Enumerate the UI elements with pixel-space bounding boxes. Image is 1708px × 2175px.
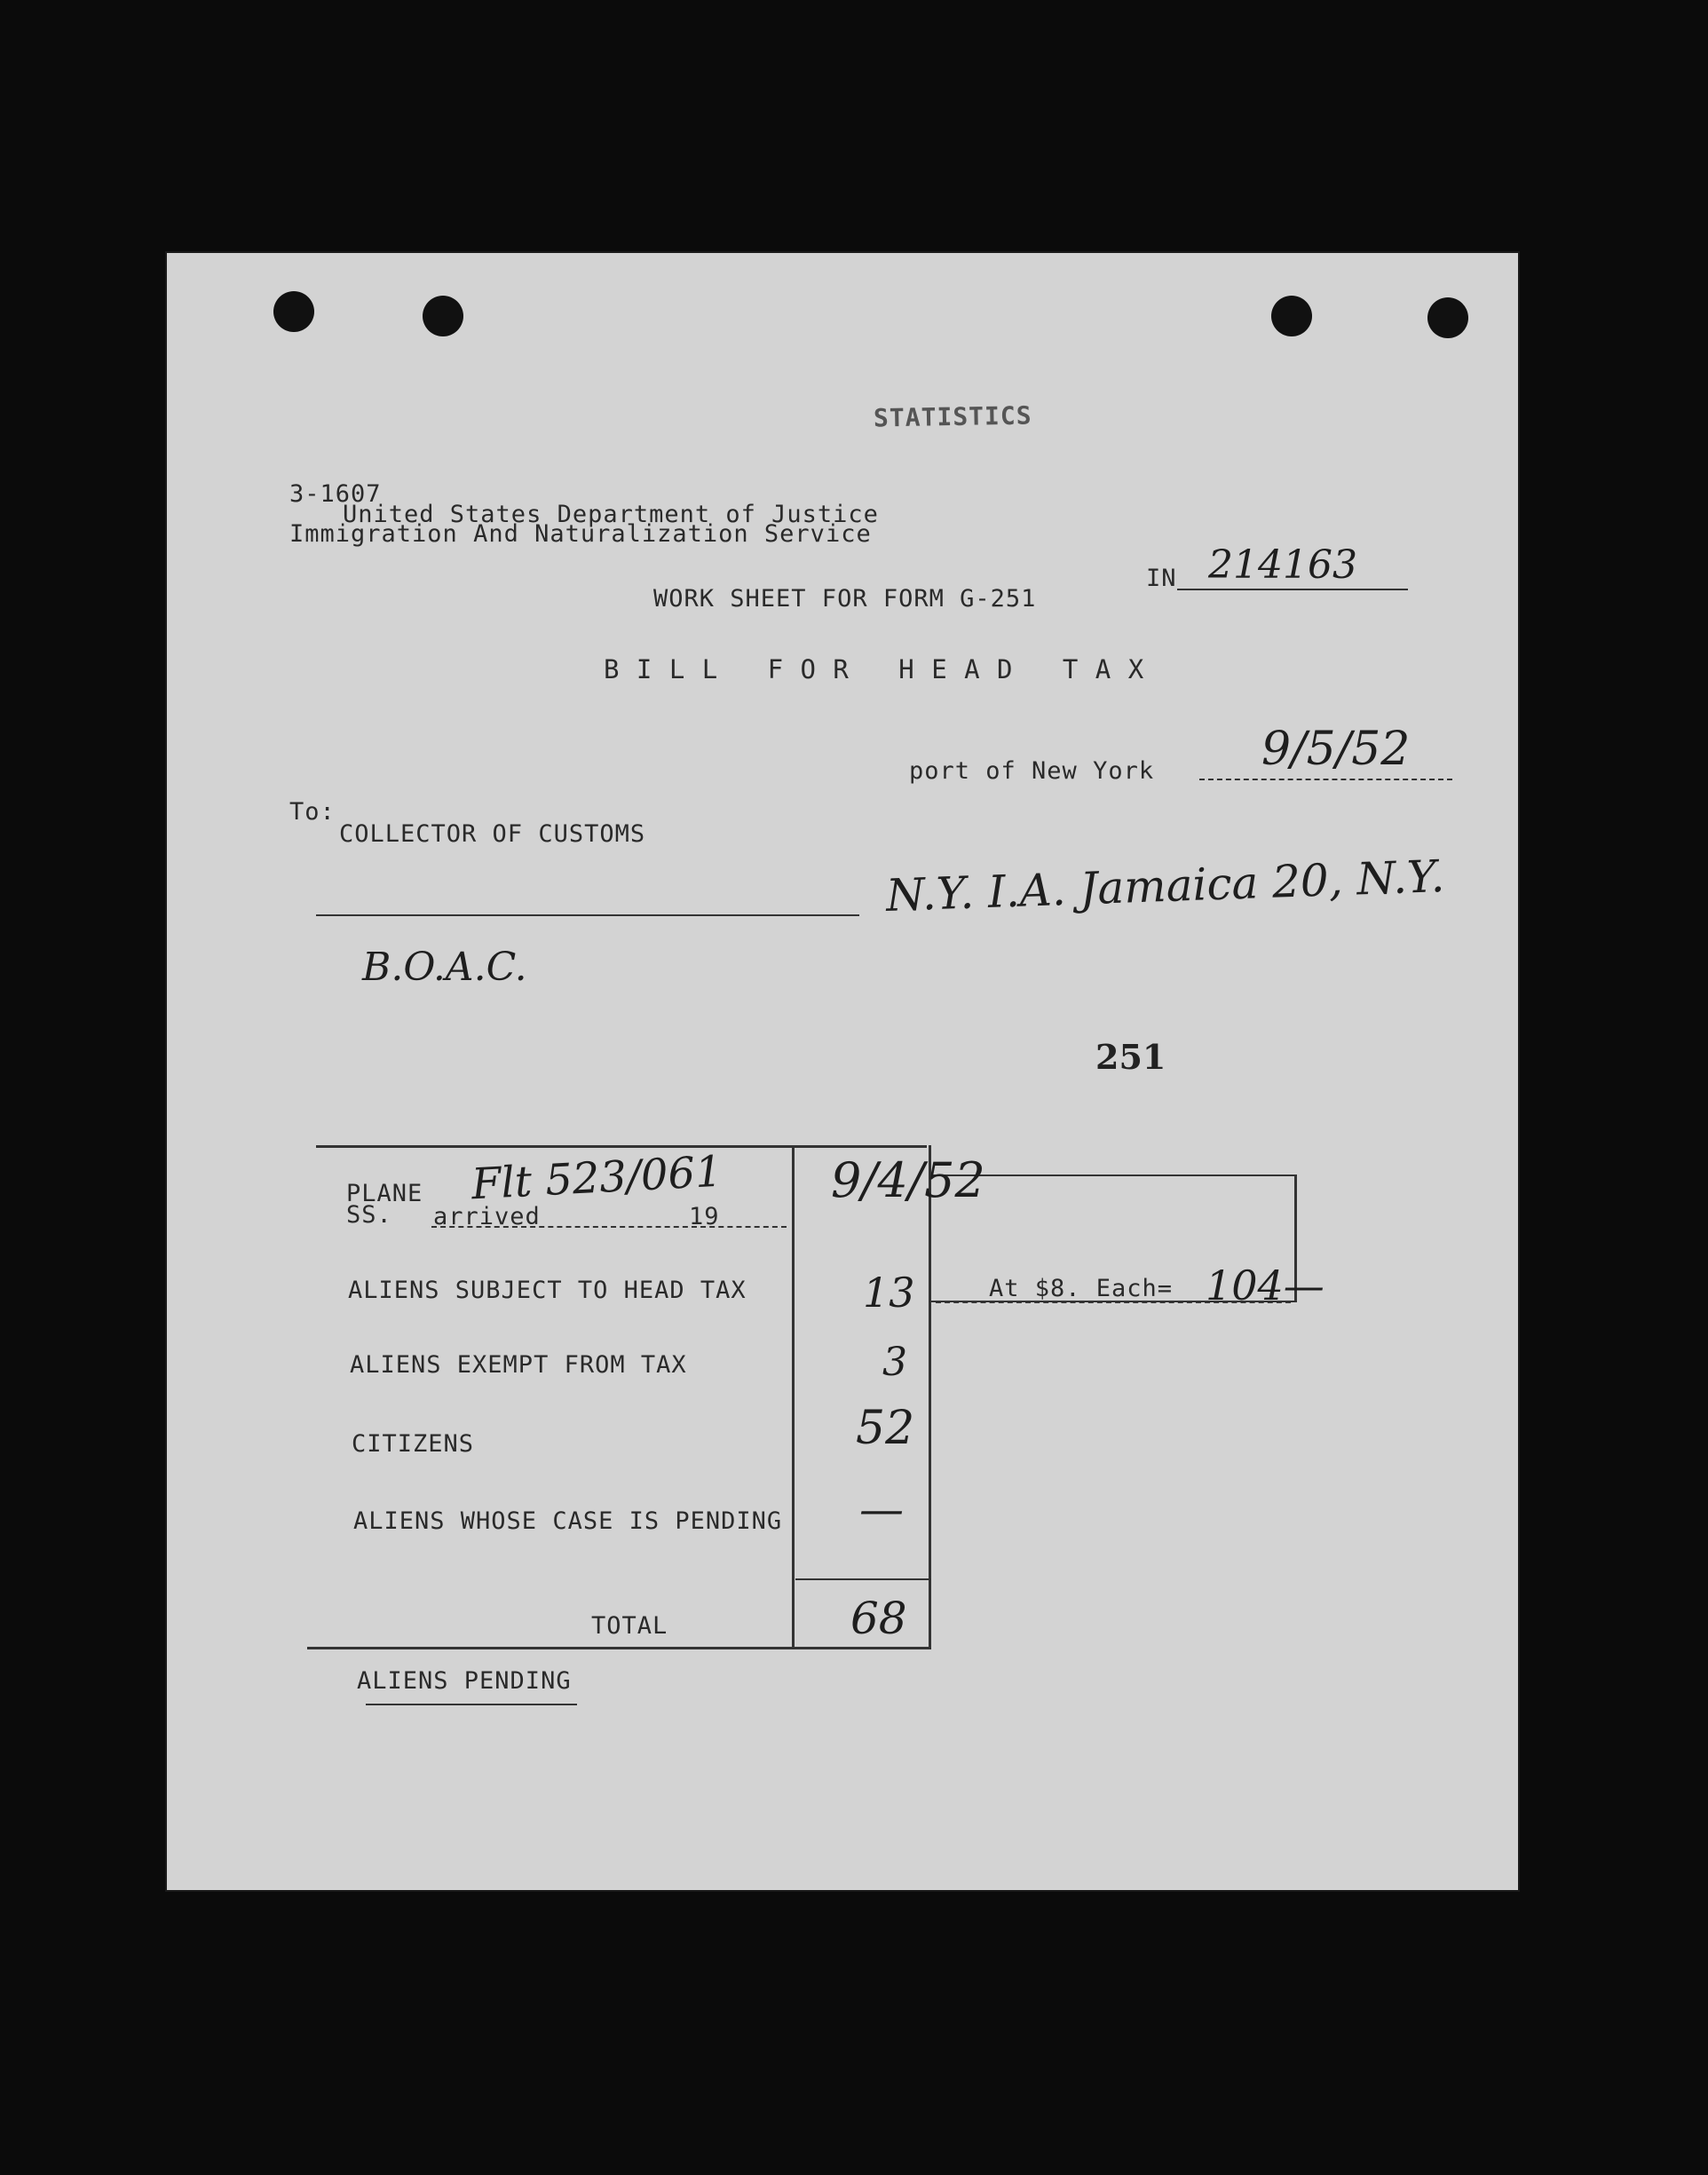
- in-number: 214163: [1208, 542, 1357, 588]
- arrived-label: arrived: [433, 1203, 541, 1230]
- statistics-stamp: STATISTICS: [873, 400, 1032, 433]
- port-label: port of New York: [909, 757, 1155, 785]
- row-label: ALIENS SUBJECT TO HEAD TAX: [348, 1277, 747, 1304]
- worksheet-title: WORK SHEET FOR FORM G-251: [653, 585, 1037, 613]
- flight-handwritten: Flt 523/061: [470, 1146, 724, 1210]
- collector-label: COLLECTOR OF CUSTOMS: [339, 820, 646, 848]
- row-label: CITIZENS: [352, 1430, 475, 1458]
- bill-title: B I L L F O R H E A D T A X: [604, 654, 1145, 684]
- agency-line2: Immigration And Naturalization Service: [289, 520, 872, 548]
- arrival-date: 9/4/52: [831, 1152, 985, 1208]
- table-top-rule: [316, 1145, 927, 1148]
- port-date-underline: [1199, 779, 1452, 780]
- column-left-rule: [792, 1145, 795, 1647]
- pending-label: ALIENS PENDING: [357, 1667, 572, 1695]
- ss-label: SS.: [346, 1201, 392, 1229]
- arrived-underline: [431, 1226, 787, 1228]
- carrier-handwritten: B.O.A.C.: [362, 945, 527, 990]
- punch-hole: [273, 291, 314, 332]
- form-page: [165, 251, 1520, 1892]
- in-underline: [1177, 589, 1408, 590]
- punch-hole: [1427, 297, 1468, 338]
- address-line: [316, 914, 859, 916]
- row-value: 13: [863, 1269, 915, 1317]
- total-label: TOTAL: [591, 1612, 668, 1640]
- rate-underline: [936, 1301, 1291, 1303]
- row-label: ALIENS WHOSE CASE IS PENDING: [353, 1507, 783, 1535]
- port-date: 9/5/52: [1261, 723, 1411, 776]
- punch-hole: [423, 296, 463, 336]
- in-label: IN: [1146, 565, 1177, 592]
- location-handwritten: N.Y. I.A. Jamaica 20, N.Y.: [885, 850, 1446, 921]
- row-value: —: [859, 1483, 904, 1535]
- row-value: 3: [882, 1340, 907, 1385]
- table-bottom-rule: [307, 1647, 931, 1649]
- agency-line1: United States Department of Justice: [343, 501, 879, 528]
- row-label: ALIENS EXEMPT FROM TAX: [350, 1351, 687, 1379]
- tax-amount: 104—: [1206, 1262, 1324, 1309]
- total-separator: [795, 1578, 929, 1580]
- row-value: 52: [856, 1402, 915, 1455]
- rate-label: At $8. Each=: [989, 1275, 1174, 1302]
- form-number: 3-1607: [289, 480, 382, 508]
- to-label: To:: [289, 798, 336, 826]
- form-code: 251: [1095, 1037, 1166, 1077]
- pending-underline: [366, 1704, 577, 1705]
- punch-hole: [1271, 296, 1312, 336]
- year-prefix: 19: [689, 1203, 720, 1230]
- total-value: 68: [850, 1593, 907, 1644]
- plane-label: PLANE: [346, 1180, 423, 1207]
